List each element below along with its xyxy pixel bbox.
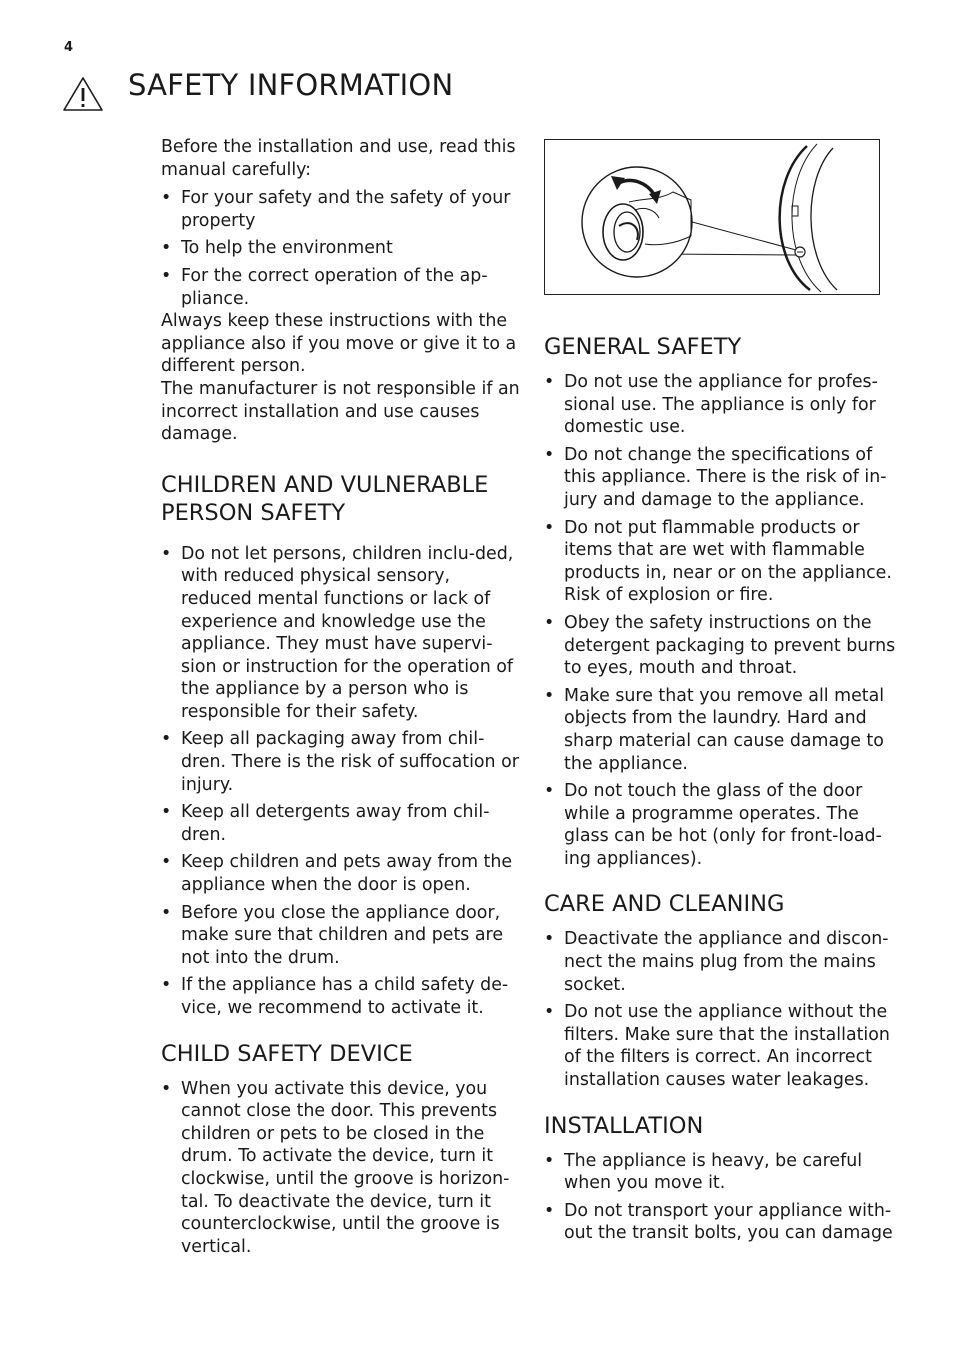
section-heading: CHILD SAFETY DEVICE	[161, 1040, 413, 1067]
intro-paragraph: Always keep these instructions with the appliance also if you move or give it to a different person.	[161, 311, 517, 377]
left-column	[161, 136, 523, 1263]
intro-list	[161, 187, 523, 310]
general-safety-list	[544, 371, 904, 870]
child-device-list	[161, 1078, 523, 1259]
list-item: • Do not use the appliance without the filters. Make sure that the installation of the filters is correct. An incorrect installation causes water leakages.	[544, 1001, 904, 1091]
list-item: • The appliance is heavy, be careful when you move it.	[544, 1150, 904, 1195]
warning-triangle-icon	[62, 76, 104, 112]
children-safety-list	[161, 543, 523, 1020]
care-cleaning-list	[544, 928, 904, 1091]
list-item: • Do not change the specifications of this appliance. There is the risk of in-jury and damage to the appliance.	[544, 444, 904, 512]
section-heading: CHILDREN AND VULNERABLE PERSON SAFETY	[161, 471, 489, 526]
section-heading: GENERAL SAFETY	[544, 334, 742, 360]
section-heading: CARE AND CLEANING	[544, 891, 785, 918]
list-item: • Deactivate the appliance and discon-nect the mains plug from the mains socket.	[544, 928, 904, 996]
right-column	[544, 139, 904, 1250]
list-item: • Keep all packaging away from chil-dren. There is the risk of suffocation or injury.	[161, 728, 523, 796]
list-item: • For the correct operation of the ap-pliance.	[161, 265, 523, 310]
list-item: • To help the environment	[161, 237, 523, 260]
list-item: • Do not put flammable products or items that are wet with flammable products in, near or on the appliance. Risk of explosion or fire.	[544, 517, 904, 607]
child-lock-illustration	[544, 139, 880, 295]
list-item: • Do not use the appliance for profes-sional use. The appliance is only for domestic use.	[544, 371, 904, 439]
list-item: • When you activate this device, you cannot close the door. This prevents children or pets to be closed in the drum. To activate the device, turn it clockwise, until the groove is horizon-tal. To deactivate the device, turn it counterclockwise, until the groove is vertical.	[161, 1078, 523, 1259]
list-item: • For your safety and the safety of your property	[161, 187, 523, 232]
list-item: • Keep all detergents away from chil-dren.	[161, 801, 523, 846]
intro-paragraph: The manufacturer is not responsible if an incorrect installation and use causes damage.	[161, 378, 520, 445]
list-item: • Do not touch the glass of the door while a programme operates. The glass can be hot (only for front-load-ing appliances).	[544, 780, 904, 870]
page-number: 4	[64, 40, 74, 55]
list-item: • Make sure that you remove all metal objects from the laundry. Hard and sharp material can cause damage to the appliance.	[544, 685, 904, 775]
installation-list	[544, 1150, 904, 1245]
list-item: • Obey the safety instructions on the detergent packaging to prevent burns to eyes, mouth and throat.	[544, 612, 904, 680]
section-heading: INSTALLATION	[544, 1112, 704, 1139]
list-item: • Keep children and pets away from the appliance when the door is open.	[161, 851, 523, 896]
list-item: • Do not transport your appliance with-out the transit bolts, you can damage	[544, 1200, 904, 1245]
intro-paragraph: Before the installation and use, read this manual carefully:	[161, 137, 516, 180]
list-item: • If the appliance has a child safety de-vice, we recommend to activate it.	[161, 974, 523, 1019]
list-item: • Do not let persons, children inclu-ded, with reduced physical sensory, reduced mental functions or lack of experience and knowledge use the appliance. They must have supervi-sion or instruction for the operation of the appliance by a person who is responsible for their safety.	[161, 543, 523, 724]
page-title: SAFETY INFORMATION	[128, 68, 454, 102]
list-item: • Before you close the appliance door, make sure that children and pets are not into the drum.	[161, 902, 523, 970]
